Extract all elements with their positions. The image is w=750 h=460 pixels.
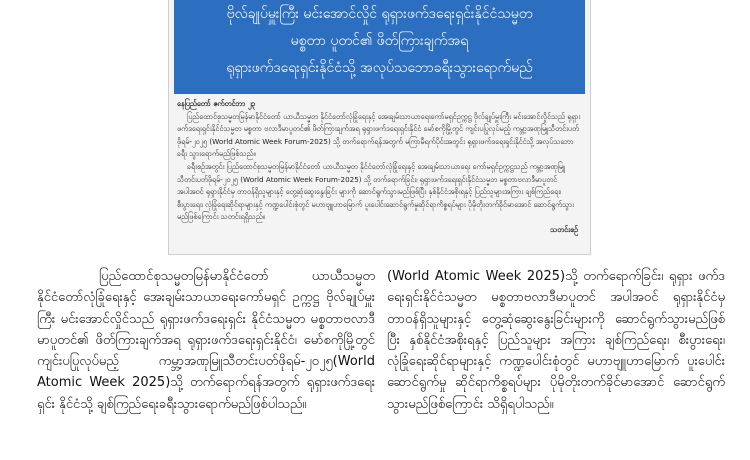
headline-line-1: ဗိုလ်ချုပ်မှူးကြီး မင်းအောင်လှိုင် ရုရှားဖက်ဒရေးရှင်းနိုင်ငံသမ္မတ [226,6,533,22]
dateline: နေပြည်တော် ဇက်တင်ဘာ ၂၃ [177,99,256,108]
news-clipping-image [168,0,591,255]
article-right-column [387,266,725,460]
clipping-signature: သတင်းစဉ် [550,224,578,234]
article-right-paragraph: (World Atomic Week 2025)သို့ တက်ရောက်ခြင်း၊ ရုရှား ဖက်ဒရေးရှင်းနိုင်ငံသမ္မတ မစ္စတာဗလာဒီမာပူတင် အပါအဝင် ရုရှားနိုင်ငံမှ တာဝန်ရှိသူများနှင့် တွေ့ဆုံဆွေးနွေးခြင်းများကို ဆောင်ရွက်သွားမည်ဖြစ်ပြီး နှစ်နိုင်ငံအစိုးရနှင့် ပြည်သူများ အကြား ချစ်ကြည်ရေး၊ စီးပွားရေး၊ လုံခြုံရေးဆိုင်ရာများနှင့် ကဏ္ဍပေါင်းစုံတွင် မဟာဗျူဟာမြောက် ပူးပေါင်းဆောင်ရွက်မှု ဆိုင်ရာကိစ္စရပ်များ ပိုမိုတိုးတက်ခိုင်မာအောင် ဆောင်ရွက် သွားမည်ဖြစ်ကြောင်း သိရှိရပါသည်။ [387,269,725,412]
headline-banner [174,0,585,94]
headline-line-2: မစ္စတာ ပူတင်၏ ဖိတ်ကြားချက်အရ [290,33,469,49]
article-left-column [37,266,375,460]
clipping-paragraph-2: ခရီးစဉ်အတွင်း ပြည်ထောင်စုသမ္မတမြန်မာနိုင်ငံတော် ယာယီသမ္မတ နိုင်ငံတော်လုံခြုံရေးနှင့် အေးချမ်းသာယာရေး ကော်မရှင်ဥက္ကဋ္ဌသည် ကမ္ဘာ့အဏုမြူသီတင်းပတ်ဖိုရမ်-၂၀၂၅ (World Atomic Week Forum-2025) သို့ တက်ရောက်ခြင်း၊ ရုရှားဖက်ဒရေးရှင်းနိုင်ငံသမ္မတ မစ္စတာဗလာဒီမာပူတင် အပါအဝင် ရုရှားနိုင်ငံမှ တာဝန်ရှိသူများနှင့် တွေ့ဆုံဆွေးနွေးခြင်း များကို ဆောင်ရွက်သွားမည်ဖြစ်ပြီး နှစ်နိုင်ငံအစိုးရနှင့် ပြည်သူများအကြား ချစ်ကြည်ရေး၊ စီးပွားရေး၊ လုံခြုံရေးဆိုင်ရာများနှင့် ကဏ္ဍပေါင်းစုံတွင် မဟာဗျူဟာမြောက် ပူးပေါင်းဆောင်ရွက်မှုဆိုင်ရာကိစ္စရပ်များ ပိုမိုတိုးတက်ခိုင်မာအောင် ဆောင်ရွက်သွားမည်ဖြစ်ကြောင်း သတင်းရရှိသည်။ [177,161,574,222]
clipping-body [177,98,582,250]
headline-line-3: ရုရှားဖက်ဒရေးရှင်းနိုင်ငံသို့ အလုပ်သဘောခရီးသွားရောက်မည် [226,60,533,76]
article-left-paragraph: ပြည်ထောင်စုသမ္မတမြန်မာနိုင်ငံတော် ယာယီသမ္မတ နိုင်ငံတော်လုံခြုံရေးနှင့် အေးချမ်းသာယာရေးကော်မရှင် ဥက္ကဋ္ဌ ဗိုလ်ချုပ်မှူးကြီး မင်းအောင်လှိုင်သည် ရုရှားဖက်ဒရေးရှင်း နိုင်ငံသမ္မတ မစ္စတာဗလာဒီမာပူတင်၏ ဖိတ်ကြားချက်အရ ရုရှားဖက်ဒရေးရှင်းနိုင်ငံ၊ မော်စကိုမြို့တွင် ကျင်းပပြုလုပ်မည့် ကမ္ဘာ့အဏုမြူသီတင်းပတ်ဖိုရမ်-၂၀၂၅(World Atomic Week 2025)သို့ တက်ရောက်ရန်အတွက် ရုရှားဖက်ဒရေးရှင်း နိုင်ငံသို့ ချစ်ကြည်ရေးခရီးသွားရောက်မည်ဖြစ်ပါသည်။ [37,269,375,412]
clipping-paragraph-1: ပြည်ထောင်စုသမ္မတမြန်မာနိုင်ငံတော် ယာယီသမ္မတ နိုင်ငံတော်လုံခြုံရေးနှင့် အေးချမ်းသာယာရေးကော်မရှင်ဥက္ကဋ္ဌ ဗိုလ်ချုပ်မှူးကြီး မင်းအောင်လှိုင်သည် ရုရှားဖက်ဒရေးရှင်းနိုင်ငံသမ္မတ မစ္စတာ ဗလာဒီမာပူတင်၏ ဖိတ်ကြားချက်အရ ရုရှားဖက်ဒရေးရှင်းနိုင်ငံ မော်စကိုမြို့တွင် ကျင်းပပြုလုပ်မည့် ကမ္ဘာ့အဏုမြူသီတင်းပတ်ဖိုရမ်-၂၀၂၅ (World Atomic Week Forum-2025) သို့ တက်ရောက်ရန်အတွက် မကြာမီရက်ပိုင်းအတွင်း ရုရှားဖက်ဒရေးရှင်းနိုင်ငံသို့ အလုပ်သဘောခရီး သွားရောက်မည်ဖြစ်သည်။ [177,111,581,159]
